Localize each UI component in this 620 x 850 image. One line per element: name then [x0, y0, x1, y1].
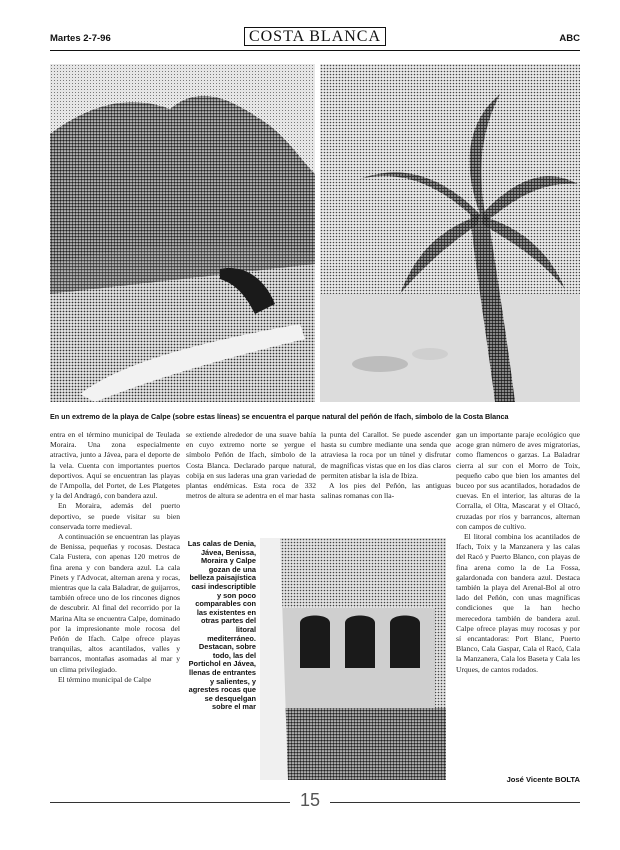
- article-column-1: [50, 430, 180, 685]
- author-signature: José Vicente BOLTA: [506, 775, 580, 784]
- beach-dunes-photo: [50, 64, 315, 402]
- header-rule: [50, 50, 580, 51]
- paragraph: gan un importante paraje ecológico que acoge gran número de aves migratorias, como flamencos o garzas. La Baladrar cierra al sur con el Morro de Toix, pequeño cabo que bien los amantes del buceo por sus acantilados, horadados de cuevas. En el interior, las alturas de la Corralla, el Olta, Mascarat y el Oltacó, cruzadas por ríos y barrancos, alternan con campos de cultivo.: [456, 430, 580, 531]
- sea-caves-illustration: [260, 538, 446, 780]
- pull-quote: Las calas de Denia, Jávea, Benissa, Moraira y Calpe gozan de una belleza paisajística casi indescriptible y son poco comparables con las existentes en otras partes del litoral mediterráneo. Destacan, sobre todo, las del Portichol en Jávea, llenas de entrantes y salientes, y agrestes rocas que se desquelgan sobre el mar: [187, 539, 256, 712]
- footer-rule-right: [330, 802, 580, 803]
- paragraph: A los pies del Peñón, las antiguas salinas romanas con lla-: [321, 481, 451, 501]
- palm-tree-illustration: [320, 64, 580, 402]
- paragraph: A continuación se encuentran las playas de Benissa, pequeñas y rocosas. Destaca Cala Fustera, con apenas 120 metros de fina arena y con bandera azul. La cala Pinets y l'Advocat, alternan arena y rocas, mientras que la cala Baladrar, de guijarros, también ofrece uno de los rincones dignos de descubrir. Al final del recorrido por la Marina Alta se encuentra Calpe, dominado por la impresionante mole rocosa del Peñón de Ifach. Calpe ofrece playas tranquilas, altos acantilados, valles y barrancos, montañas asomadas al mar y un clima privilegiado.: [50, 532, 180, 674]
- section-title-text: COSTA BLANCA: [244, 27, 386, 46]
- photo-caption: En un extremo de la playa de Calpe (sobre estas líneas) se encuentra el parque natural del peñón de Ifach, símbolo de la Costa Blanca: [50, 412, 509, 421]
- paragraph: En Moraira, además del puerto deportivo, se puede visitar su bien conservada torre medieval.: [50, 501, 180, 531]
- page-header: [50, 30, 580, 50]
- sea-caves-photo: [260, 538, 446, 780]
- article-column-2: [186, 430, 316, 501]
- newspaper-brand: ABC: [559, 33, 580, 44]
- palm-tree-photo: [320, 64, 580, 402]
- page-number: 15: [299, 790, 321, 810]
- beach-dunes-illustration: [50, 64, 315, 402]
- section-title: [50, 28, 580, 46]
- paragraph: la punta del Carallot. Se puede ascender hasta su cumbre mediante una senda que atraviesa la roca por un túnel y disfrutar de magníficas vistas que en los días claros permiten atisbar la isla de Ibiza.: [321, 430, 451, 480]
- paragraph: El término municipal de Calpe: [58, 674, 152, 684]
- paragraph: entra en el término municipal de Teulada Moraira. Una zona especialmente atractiva, junto a Jávea, para el deporte de la vela. Cuenta con importantes puertos deportivos. Aquí se encuentran las playas de l'Ampolla, del Portet, de Les Platgetes y la del Andragó, con bandera azul.: [50, 430, 180, 501]
- paragraph: se extiende alrededor de una suave bahía en cuyo extremo norte se yergue el símbolo Peñón de Ifach, símbolo de la Costa Blanca. Declarado parque natural, cobija en sus laderas una gran variedad de plantas endémicas. Esta roca de 332 metros de altura se adentra en el mar hasta: [186, 430, 316, 501]
- paragraph: El litoral combina los acantilados de Ifach, Toix y la Manzanera y las calas del Racó y Puerto Blanco, con playas de fina arena como la de La Fossa, galardonada con bandera azul. Destaca también la playa del Arenal-Bol al otro lado del Peñón, con unas magníficas condiciones que la han hecho merecedora también de bandera azul. Calpe ofrece playas muy rocosas y por sí encantadoras: Port Blanc, Puerto Blanco, Cala Gaspar, Cala el Racó, Cala la Manzanera, Cala los Baseta y Cala les Urques, de cantos rodados.: [456, 532, 580, 674]
- footer-rule-left: [50, 802, 290, 803]
- issue-date: Martes 2-7-96: [50, 33, 111, 44]
- article-column-3: [321, 430, 451, 501]
- article-column-4: [456, 430, 580, 675]
